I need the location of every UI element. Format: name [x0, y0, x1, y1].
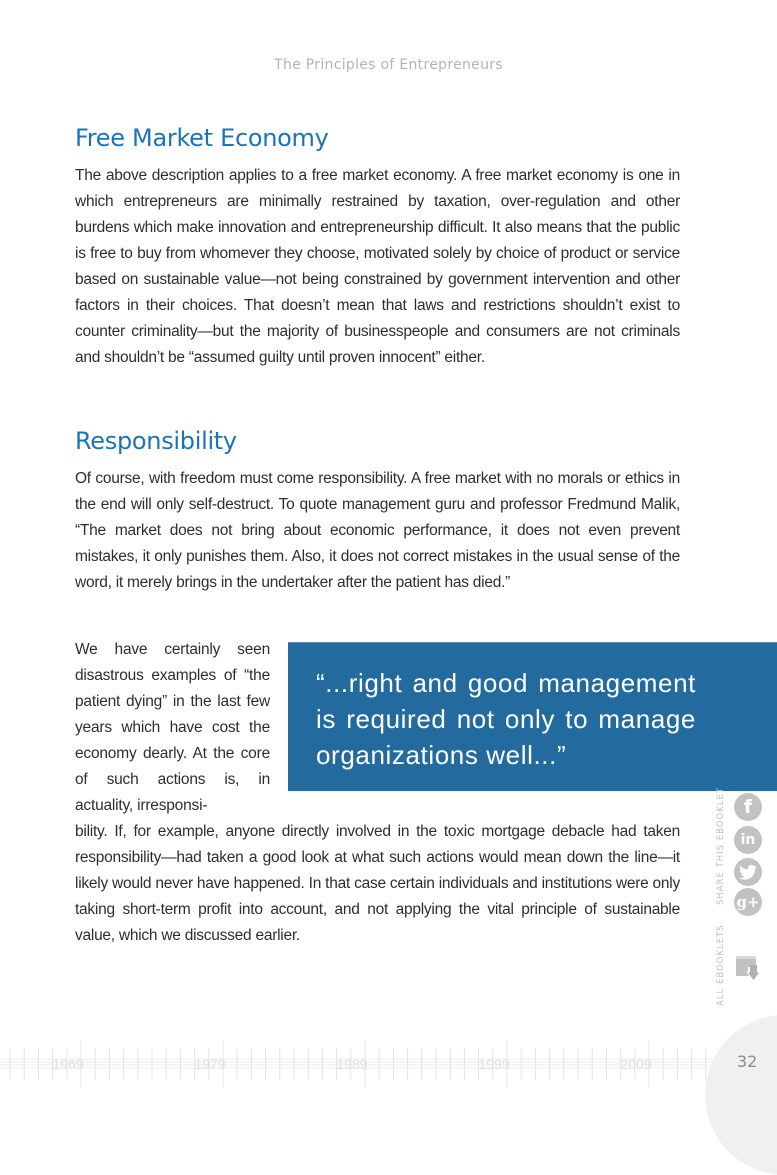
- pullquote-box: [288, 642, 777, 791]
- timeline-year-label: 1999: [478, 1056, 510, 1072]
- paragraph-responsibility-1: Of course, with freedom must come responsibility. A free market with no morals or ethics in the end will only self-destruct. To quote management guru and professor Fredmund Malik, “The market does not bring about economic performance, it does not even prevent mistakes, it only punishes them. Also, it does not correct mistakes in the usual sense of the word, it merely brings in the undertaker after the patient has died.”: [75, 470, 680, 591]
- timeline-decoration: [0, 1030, 720, 1099]
- twitter-icon[interactable]: [734, 858, 762, 886]
- twitter-bird-glyph: [739, 865, 757, 880]
- section-title-responsibility: Responsibility: [75, 427, 237, 455]
- page-number: 32: [737, 1052, 758, 1071]
- google-plus-icon[interactable]: g+: [734, 888, 762, 916]
- paragraph-free-market: The above description applies to a free market economy. A free market economy is one in which entrepreneurs are minimally restrained by taxation, over-regulation and other burdens which make innovation and entrepreneurship difficult. It also means that the public is free to buy from whomever they choose, motivated solely by choice of product or service based on sustainable value—not being constrained by government intervention and other factors in their choices. That doesn’t mean that laws and restrictions shouldn’t exist to counter criminality—but the majority of businesspeople and consumers are not criminals and shouldn’t be “assumed guilty until proven innocent” either.: [75, 167, 680, 366]
- timeline-labels: [52, 1056, 651, 1072]
- timeline-year-label: 1979: [194, 1056, 226, 1072]
- timeline-year-label: 1969: [52, 1056, 84, 1072]
- running-header: The Principles of Entrepreneurs: [274, 57, 503, 73]
- linkedin-icon[interactable]: in: [734, 826, 762, 854]
- section-title-free-market: Free Market Economy: [75, 124, 329, 152]
- all-ebooklets-label: ALL EBOOKLETS: [716, 924, 726, 1006]
- pullquote-text: “...right and good management is required not only to manage organizations well...”: [316, 668, 696, 770]
- timeline-year-label: 1989: [336, 1056, 368, 1072]
- ebooklet-download-icon[interactable]: [735, 955, 761, 983]
- timeline-year-label: 2009: [620, 1056, 652, 1072]
- facebook-icon[interactable]: f: [734, 793, 762, 821]
- share-label: SHARE THIS EBOOKLET: [716, 786, 726, 905]
- paragraph-responsibility-3: bility. If, for example, anyone directly involved in the toxic mortgage debacle had taken responsibility—had taken a good look at what such actions would mean down the line—it likely would never have happened. In that case certain individuals and institutions were only taking short-term profit into account, and not applying the vital principle of sustainable value, which we discussed earlier.: [75, 823, 680, 944]
- paragraph-responsibility-2: We have certainly seen disastrous examples of “the patient dying” in the last few years which have cost the economy dearly. At the core of such actions is, in actuality, irresponsi-: [75, 641, 270, 814]
